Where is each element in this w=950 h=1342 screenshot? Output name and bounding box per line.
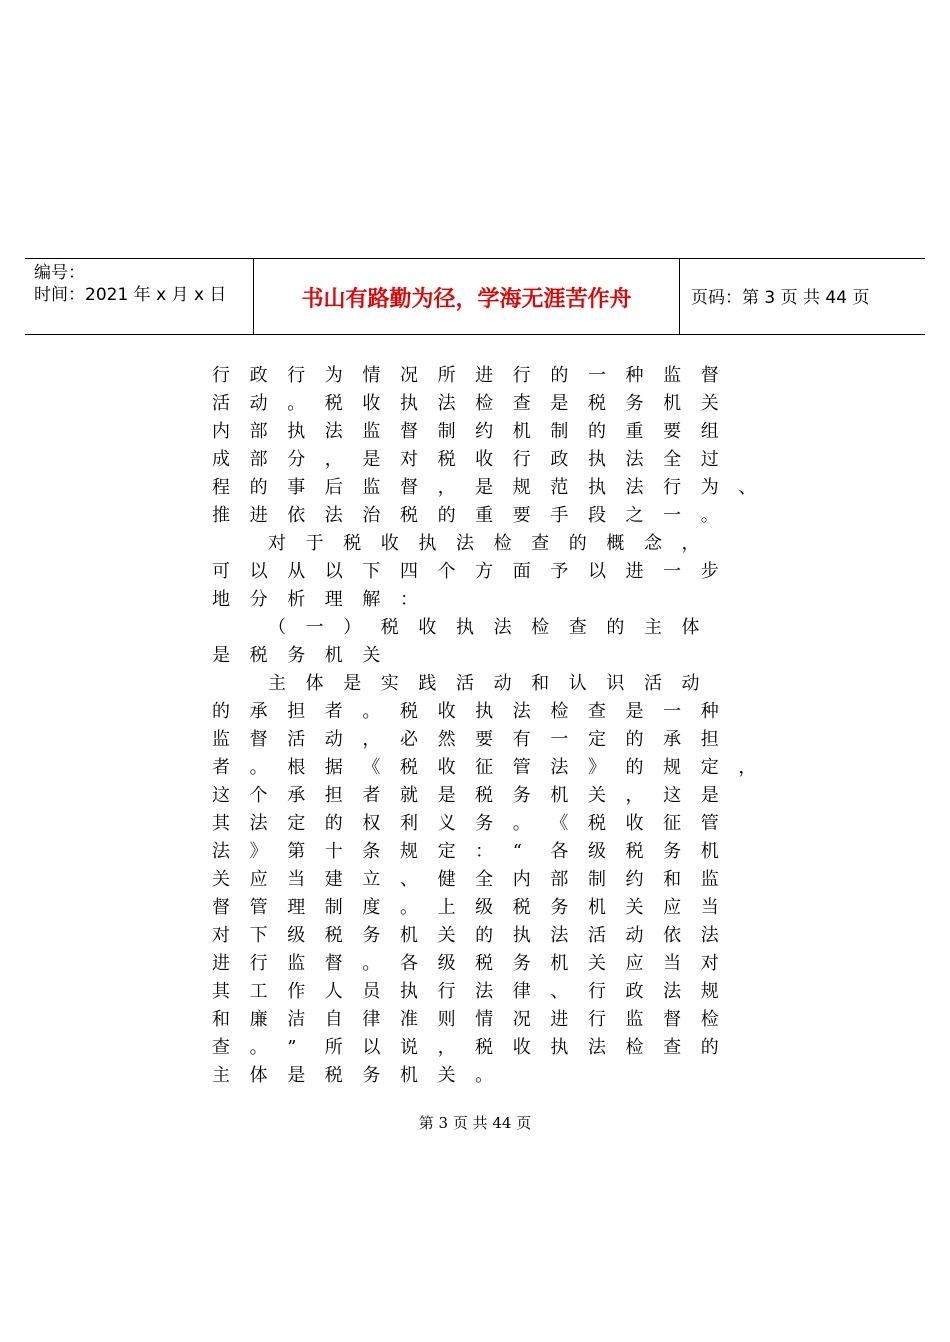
page-footer: 第 3 页 共 44 页 — [418, 1114, 532, 1132]
body-line: 督 管 理 制 度 。 上 级 税 务 机 关 应 当 — [212, 897, 719, 918]
body-line: 地 分 析 理 解 ： — [212, 589, 418, 610]
document-number-label: 编号： — [34, 263, 85, 283]
body-line: 对 于 税 收 执 法 检 查 的 概 念 ， — [268, 533, 700, 554]
header-meta-cell — [25, 259, 254, 334]
body-line: 是 税 务 机 关 — [212, 645, 381, 666]
body-line: 者 。 根 据 《 税 收 征 管 法 》 的 规 定 ， — [212, 757, 757, 778]
body-line: 程 的 事 后 监 督 ， 是 规 范 执 法 行 为 、 — [212, 477, 757, 498]
body-line: 查 。 ” 所 以 说 ， 税 收 执 法 检 查 的 — [212, 1037, 719, 1058]
header-motto-cell — [254, 259, 680, 334]
body-line: 这 个 承 担 者 就 是 税 务 机 关 ， 这 是 — [212, 785, 719, 806]
header-motto: 书山有路勤为径，学海无涯苦作舟 — [301, 287, 632, 312]
document-body — [212, 362, 772, 1090]
document-time-label: 时间：2021 年 x 月 x 日 — [34, 285, 227, 305]
body-line: 法 》 第 十 条 规 定 ： “ 各 级 税 务 机 — [212, 841, 719, 862]
header-page-cell — [680, 259, 925, 334]
body-line: 主 体 是 税 务 机 关 。 — [212, 1065, 494, 1086]
body-line: 内 部 执 法 监 督 制 约 机 制 的 重 要 组 — [212, 421, 719, 442]
body-line: （ 一 ） 税 收 执 法 检 查 的 主 体 — [268, 617, 700, 638]
body-line: 其 工 作 人 员 执 行 法 律 、 行 政 法 规 — [212, 981, 719, 1002]
body-line: 成 部 分 ， 是 对 税 收 行 政 执 法 全 过 — [212, 449, 719, 470]
body-line: 推 进 依 法 治 税 的 重 要 手 段 之 一 。 — [212, 505, 719, 526]
body-line: 的 承 担 者 。 税 收 执 法 检 查 是 一 种 — [212, 701, 719, 722]
header-page-info: 页码：第 3 页 共 44 页 — [691, 288, 870, 308]
document-header — [25, 258, 925, 335]
body-line: 活 动 。 税 收 执 法 检 查 是 税 务 机 关 — [212, 393, 719, 414]
body-line: 监 督 活 动 ， 必 然 要 有 一 定 的 承 担 — [212, 729, 719, 750]
body-line: 行 政 行 为 情 况 所 进 行 的 一 种 监 督 — [212, 365, 719, 386]
body-line: 其 法 定 的 权 利 义 务 。 《 税 收 征 管 — [212, 813, 719, 834]
body-line: 可 以 从 以 下 四 个 方 面 予 以 进 一 步 — [212, 561, 719, 582]
body-line: 关 应 当 建 立 、 健 全 内 部 制 约 和 监 — [212, 869, 719, 890]
body-line: 和 廉 洁 自 律 准 则 情 况 进 行 监 督 检 — [212, 1009, 719, 1030]
body-line: 对 下 级 税 务 机 关 的 执 法 活 动 依 法 — [212, 925, 719, 946]
body-line: 进 行 监 督 。 各 级 税 务 机 关 应 当 对 — [212, 953, 719, 974]
body-line: 主 体 是 实 践 活 动 和 认 识 活 动 — [268, 673, 700, 694]
